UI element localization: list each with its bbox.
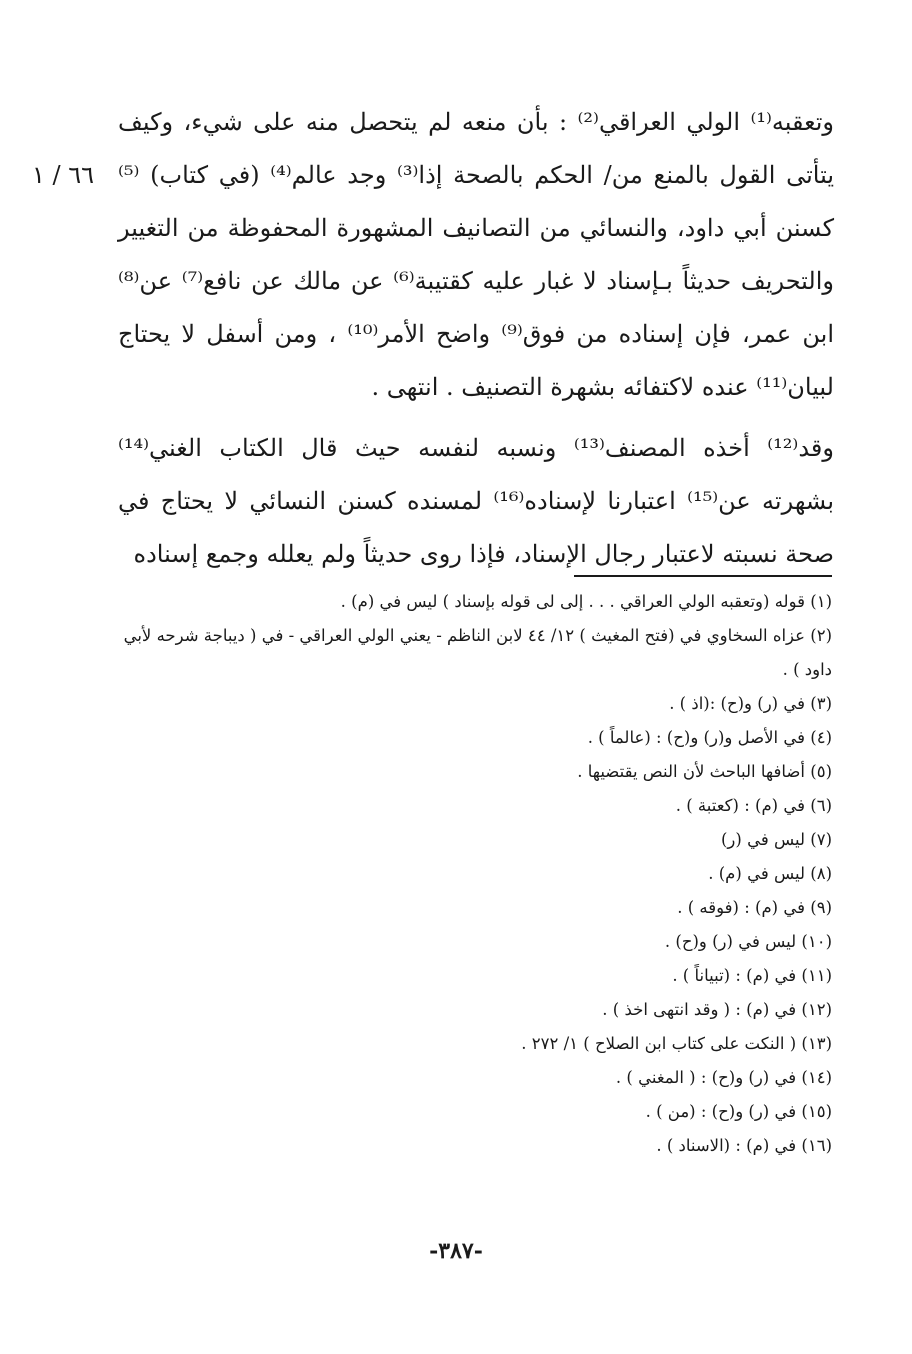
footnote-7: (٧) ليس في (ر) <box>720 830 832 849</box>
margin-folio-note: ٦٦ / ١ <box>32 161 95 189</box>
footnote-5: (٥) أضافها الباحث لأن النص يقتضيها . <box>577 762 832 781</box>
footnote-3: (٣) في (ر) و(ح) :(اذ ) . <box>669 694 832 713</box>
footnote-6: (٦) في (م) : (كعتبة ) . <box>675 796 832 815</box>
footnote-14: (١٤) في (ر) و(ح) : ( المغني ) . <box>615 1068 832 1087</box>
main-paragraph-1: وتعقبه⁽¹⁾ الولي العراقي⁽²⁾ : بأن منعه لم يتحصل منه على شيء، وكيف يتأتى القول بالمنع من/ الحكم بالصحة إذا⁽³⁾ وجد عالم⁽⁴⁾ (في كتاب) ⁽⁵⁾ كسنن أبي داود، والنسائي من التصانيف المشهورة المحفوظة من التغيير والتحريف حديثاً بـإسناد لا غبار عليه كقتيبة⁽⁶⁾ عن مالك عن نافع⁽⁷⁾ عن⁽⁸⁾ ابن عمر، فإن إسناده من فوق⁽⁹⁾ واضح الأمر⁽¹⁰⁾ ، ومن أسفل لا يحتاج لبيان⁽¹¹⁾ عنده لاكتفائه بشهرة التصنيف . انتهى . <box>118 108 835 401</box>
footnotes-section <box>118 585 832 1163</box>
footnote-11: (١١) في (م) : (تبياناً ) . <box>672 966 832 985</box>
footnote-8: (٨) ليس في (م) . <box>708 864 832 883</box>
main-paragraph-2: وقد⁽¹²⁾ أخذه المصنف⁽¹³⁾ ونسبه لنفسه حيث قال الكتاب الغني⁽¹⁴⁾ بشهرته عن⁽¹⁵⁾ اعتبارنا لإسناده⁽¹⁶⁾ لمسنده كسنن النسائي لا يحتاج في صحة نسبته لاعتبار رجال الإسناد، فإذا روى حديثاً ولم يعلله وجمع إسناده <box>118 434 834 568</box>
main-text-body <box>118 96 834 581</box>
footnote-1: (١) قوله (وتعقبه الولي العراقي . . . إلى لى قوله بإسناد ) ليس في (م) . <box>340 592 832 611</box>
footnote-4: (٤) في الأصل و(ر) و(ح) : (عالماً ) . <box>587 728 832 747</box>
page-number: -٣٨٧- <box>429 1238 483 1264</box>
footnote-16: (١٦) في (م) : (الاسناد ) . <box>656 1136 832 1155</box>
footnote-2: (٢) عزاه السخاوي في (فتح المغيث ) ١٢/ ٤٤ لابن الناظم - يعني الولي العراقي - في ( ديباجة شرحه لأبي داود ) . <box>123 626 832 679</box>
footnote-divider <box>574 575 832 577</box>
footnote-12: (١٢) في (م) : ( وقد انتهى اخذ ) . <box>602 1000 832 1019</box>
footnote-13: (١٣) ( النكت على كتاب ابن الصلاح ) ١/ ٢٧٢ . <box>521 1034 832 1053</box>
footnote-15: (١٥) في (ر) و(ح) : (من ) . <box>645 1102 832 1121</box>
footnote-9: (٩) في (م) : (فوقه ) . <box>677 898 832 917</box>
footnote-10: (١٠) ليس في (ر) و(ح) . <box>664 932 832 951</box>
